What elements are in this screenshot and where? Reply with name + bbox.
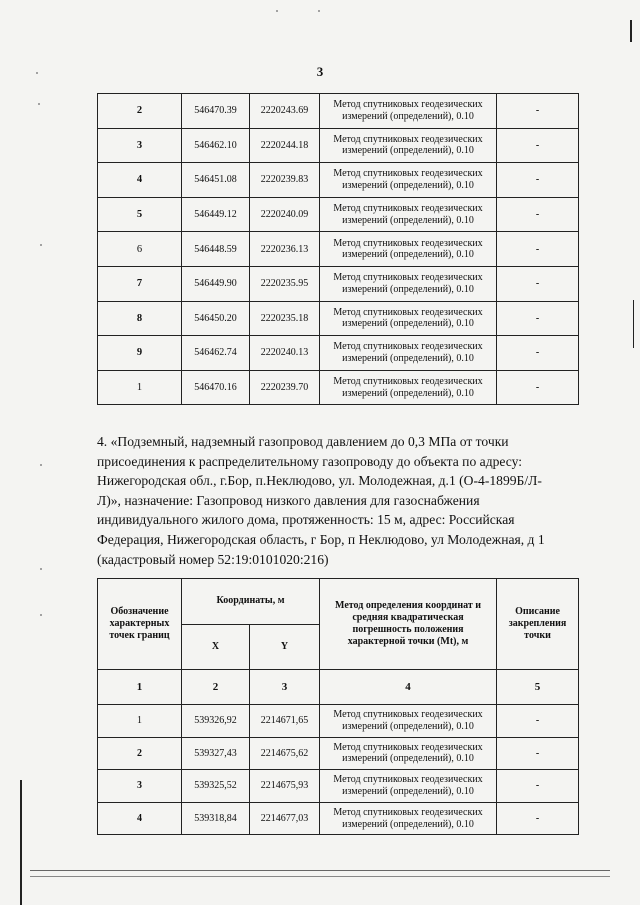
description-cell: - xyxy=(497,336,579,371)
paragraph-line: (кадастровый номер 52:19:0101020:216) xyxy=(97,551,329,567)
table-row xyxy=(98,163,579,198)
paragraph-line: Федерация, Нижегородская область, г Бор, п Неклюдово, ул Молодежная, д 1 xyxy=(97,531,545,547)
method-cell: Метод спутниковых геодезических измерений (определений), 0.10 xyxy=(320,802,497,835)
scan-speck xyxy=(40,614,42,616)
coord-y: 2220235.95 xyxy=(250,266,320,301)
scan-line xyxy=(30,876,610,877)
page-number: 3 xyxy=(316,64,324,79)
coord-y: 2214675,62 xyxy=(250,737,320,770)
point-number: 5 xyxy=(98,197,182,232)
coord-y: 2220236.13 xyxy=(250,232,320,267)
column-index: 5 xyxy=(497,670,579,705)
method-cell: Метод спутниковых геодезических измерений (определений), 0.10 xyxy=(320,232,497,267)
table-row xyxy=(98,266,579,301)
description-cell: - xyxy=(497,197,579,232)
description-cell: - xyxy=(497,737,579,770)
scan-speck xyxy=(276,10,278,12)
scan-line xyxy=(30,870,610,871)
coord-y: 2220240.09 xyxy=(250,197,320,232)
header-method: Метод определения координат и средняя квадратическая погрешность положения характерной точки (Mt), м xyxy=(320,579,497,670)
coord-x: 546470.16 xyxy=(182,370,250,405)
method-cell: Метод спутниковых геодезических измерений (определений), 0.10 xyxy=(320,737,497,770)
coord-y: 2214671,65 xyxy=(250,705,320,738)
paragraph-line: присоединения к распределительному газопроводу до объекта по адресу: xyxy=(97,453,523,469)
table-row xyxy=(98,197,579,232)
table-row xyxy=(98,370,579,405)
column-index: 4 xyxy=(320,670,497,705)
point-number: 4 xyxy=(98,163,182,198)
method-cell: Метод спутниковых геодезических измерений (определений), 0.10 xyxy=(320,770,497,803)
column-index: 1 xyxy=(98,670,182,705)
binding-edge xyxy=(20,780,22,905)
method-cell: Метод спутниковых геодезических измерений (определений), 0.10 xyxy=(320,163,497,198)
paragraph-line: индивидуального жилого дома, протяженность: 15 м, адрес: Российская xyxy=(97,512,515,528)
description-cell: - xyxy=(497,802,579,835)
description-cell: - xyxy=(497,232,579,267)
point-number: 2 xyxy=(98,94,182,129)
scan-mark xyxy=(630,20,632,42)
column-index-row xyxy=(98,670,579,705)
scan-mark xyxy=(633,300,634,348)
method-cell: Метод спутниковых геодезических измерений (определений), 0.10 xyxy=(320,370,497,405)
description-cell: - xyxy=(497,770,579,803)
coord-x: 546450.20 xyxy=(182,301,250,336)
table-row xyxy=(98,336,579,371)
coord-x: 546462.10 xyxy=(182,128,250,163)
point-number: 3 xyxy=(98,128,182,163)
point-number: 1 xyxy=(98,705,182,738)
method-cell: Метод спутниковых геодезических измерений (определений), 0.10 xyxy=(320,336,497,371)
coord-x: 546462.74 xyxy=(182,336,250,371)
description-cell: - xyxy=(497,301,579,336)
description-cell: - xyxy=(497,94,579,129)
table-row xyxy=(98,705,579,738)
coord-x: 546448.59 xyxy=(182,232,250,267)
scan-speck xyxy=(318,10,320,12)
point-number: 9 xyxy=(98,336,182,371)
coord-x: 539327,43 xyxy=(182,737,250,770)
header-description: Описание закрепления точки xyxy=(497,579,579,670)
coord-y: 2220243.69 xyxy=(250,94,320,129)
header-designation: Обозначение характерных точек границ xyxy=(98,579,182,670)
column-index: 3 xyxy=(250,670,320,705)
method-cell: Метод спутниковых геодезических измерений (определений), 0.10 xyxy=(320,266,497,301)
column-index: 2 xyxy=(182,670,250,705)
coord-y: 2220235.18 xyxy=(250,301,320,336)
description-cell: - xyxy=(497,128,579,163)
point-number: 3 xyxy=(98,770,182,803)
coord-x: 546449.90 xyxy=(182,266,250,301)
header-x: X xyxy=(182,624,250,670)
table-row xyxy=(98,128,579,163)
table-row xyxy=(98,94,579,129)
coord-x: 546449.12 xyxy=(182,197,250,232)
method-cell: Метод спутниковых геодезических измерений (определений), 0.10 xyxy=(320,705,497,738)
method-cell: Метод спутниковых геодезических измерений (определений), 0.10 xyxy=(320,301,497,336)
object-description-paragraph xyxy=(97,432,578,569)
point-number: 8 xyxy=(98,301,182,336)
point-number: 2 xyxy=(98,737,182,770)
table-row xyxy=(98,301,579,336)
description-cell: - xyxy=(497,266,579,301)
table-row xyxy=(98,802,579,835)
coord-x: 546451.08 xyxy=(182,163,250,198)
table-row xyxy=(98,232,579,267)
coord-x: 539326,92 xyxy=(182,705,250,738)
coord-y: 2214675,93 xyxy=(250,770,320,803)
description-cell: - xyxy=(497,163,579,198)
point-number: 7 xyxy=(98,266,182,301)
header-coordinates: Координаты, м xyxy=(182,579,320,625)
point-number: 6 xyxy=(98,232,182,267)
coord-y: 2220244.18 xyxy=(250,128,320,163)
point-number: 1 xyxy=(98,370,182,405)
scan-speck xyxy=(36,72,38,74)
coord-x: 546470.39 xyxy=(182,94,250,129)
coord-y: 2214677,03 xyxy=(250,802,320,835)
description-cell: - xyxy=(497,705,579,738)
table-row xyxy=(98,737,579,770)
method-cell: Метод спутниковых геодезических измерений (определений), 0.10 xyxy=(320,197,497,232)
coord-y: 2220239.70 xyxy=(250,370,320,405)
scan-speck xyxy=(40,464,42,466)
scan-speck xyxy=(40,568,42,570)
coord-y: 2220239.83 xyxy=(250,163,320,198)
coordinates-table-1 xyxy=(97,93,579,405)
method-cell: Метод спутниковых геодезических измерений (определений), 0.10 xyxy=(320,94,497,129)
description-cell: - xyxy=(497,370,579,405)
paragraph-line: 4. «Подземный, надземный газопровод давлением до 0,3 МПа от точки xyxy=(97,434,509,449)
coord-y: 2220240.13 xyxy=(250,336,320,371)
point-number: 4 xyxy=(98,802,182,835)
scan-speck xyxy=(40,244,42,246)
coordinates-table-2 xyxy=(97,578,579,835)
coord-x: 539318,84 xyxy=(182,802,250,835)
coord-x: 539325,52 xyxy=(182,770,250,803)
method-cell: Метод спутниковых геодезических измерений (определений), 0.10 xyxy=(320,128,497,163)
paragraph-line: Л)», назначение: Газопровод низкого давления для газоснабжения xyxy=(97,492,480,508)
header-y: Y xyxy=(250,624,320,670)
scan-speck xyxy=(38,103,40,105)
table-row xyxy=(98,770,579,803)
paragraph-line: Нижегородская обл., г.Бор, п.Неклюдово, ул. Молодежная, д.1 (О-4-1899Б/Л- xyxy=(97,473,542,489)
